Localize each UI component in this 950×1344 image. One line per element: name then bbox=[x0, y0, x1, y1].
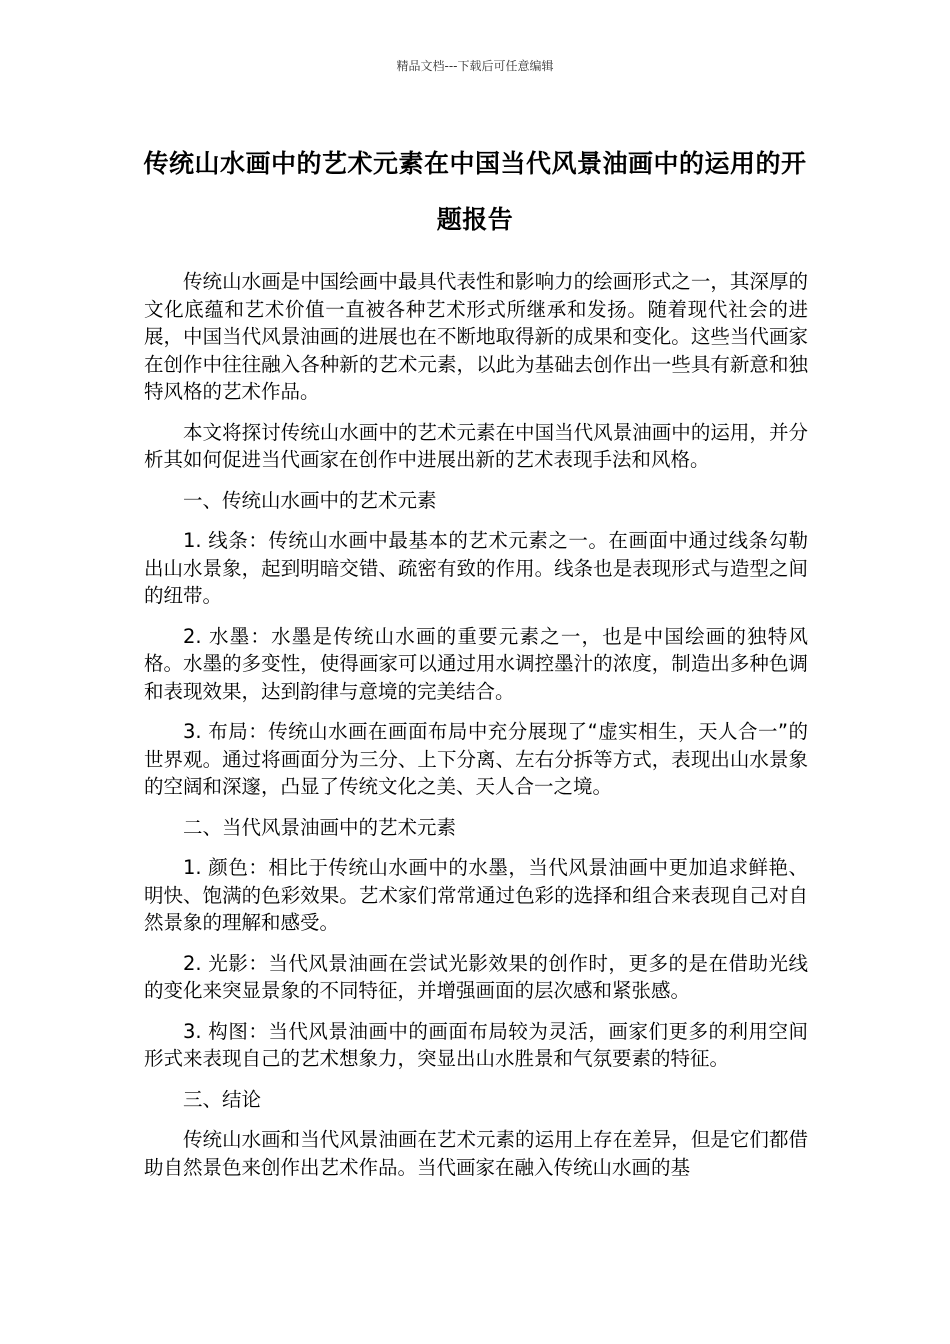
paragraph-composition: 3. 构图：当代风景油画中的画面布局较为灵活，画家们更多的利用空间形式来表现自己的艺术想象力，突显出山水胜景和气氛要素的特征。 bbox=[144, 1019, 808, 1070]
paragraph-purpose: 本文将探讨传统山水画中的艺术元素在中国当代风景油画中的运用，并分析其如何促进当代画家在创作中进展出新的艺术表现手法和风格。 bbox=[144, 420, 808, 471]
paragraph-conclusion: 传统山水画和当代风景油画在艺术元素的运用上存在差异，但是它们都借助自然景色来创作出艺术作品。当代画家在融入传统山水画的基 bbox=[144, 1128, 808, 1179]
section-heading-1: 一、传统山水画中的艺术元素 bbox=[183, 488, 437, 512]
paragraph-color: 1. 颜色：相比于传统山水画中的水墨，当代风景油画中更加追求鲜艳、明快、饱满的色彩效果。艺术家们常常通过色彩的选择和组合来表现自己对自然景象的理解和感受。 bbox=[144, 856, 808, 934]
paragraph-lines: 1. 线条：传统山水画中最基本的艺术元素之一。在画面中通过线条勾勒出山水景象，起到明暗交错、疏密有致的作用。线条也是表现形式与造型之间的纽带。 bbox=[144, 529, 808, 607]
section-heading-3: 三、结论 bbox=[183, 1087, 262, 1111]
paragraph-ink: 2. 水墨：水墨是传统山水画的重要元素之一，也是中国绘画的独特风格。水墨的多变性，使得画家可以通过用水调控墨汁的浓度，制造出多种色调和表现效果，达到韵律与意境的完美结合。 bbox=[144, 624, 808, 703]
paragraph-light: 2. 光影：当代风景油画在尝试光影效果的创作时，更多的是在借助光线的变化来突显景象的不同特征，并增强画面的层次感和紧张感。 bbox=[144, 951, 808, 1002]
document-body bbox=[144, 268, 808, 1194]
paragraph-layout: 3. 布局：传统山水画在画面布局中充分展现了“虚实相生，天人合一”的世界观。通过将画面分为三分、上下分离、左右分拆等方式，表现出山水景象的空阔和深邃，凸显了传统文化之美、天人合一之境。 bbox=[144, 720, 808, 798]
paragraph-intro: 传统山水画是中国绘画中最具代表性和影响力的绘画形式之一，其深厚的文化底蕴和艺术价值一直被各种艺术形式所继承和发扬。随着现代社会的进展，中国当代风景油画的进展也在不断地取得新的成果和变化。这些当代画家在创作中往往融入各种新的艺术元素，以此为基础去创作出一些具有新意和独特风格的艺术作品。 bbox=[144, 270, 808, 403]
header-note: 精品文档---下载后可任意编辑 bbox=[396, 59, 554, 73]
document-title: 传统山水画中的艺术元素在中国当代风景油画中的运用的开题报告 bbox=[143, 149, 807, 234]
section-heading-2: 二、当代风景油画中的艺术元素 bbox=[183, 815, 457, 839]
